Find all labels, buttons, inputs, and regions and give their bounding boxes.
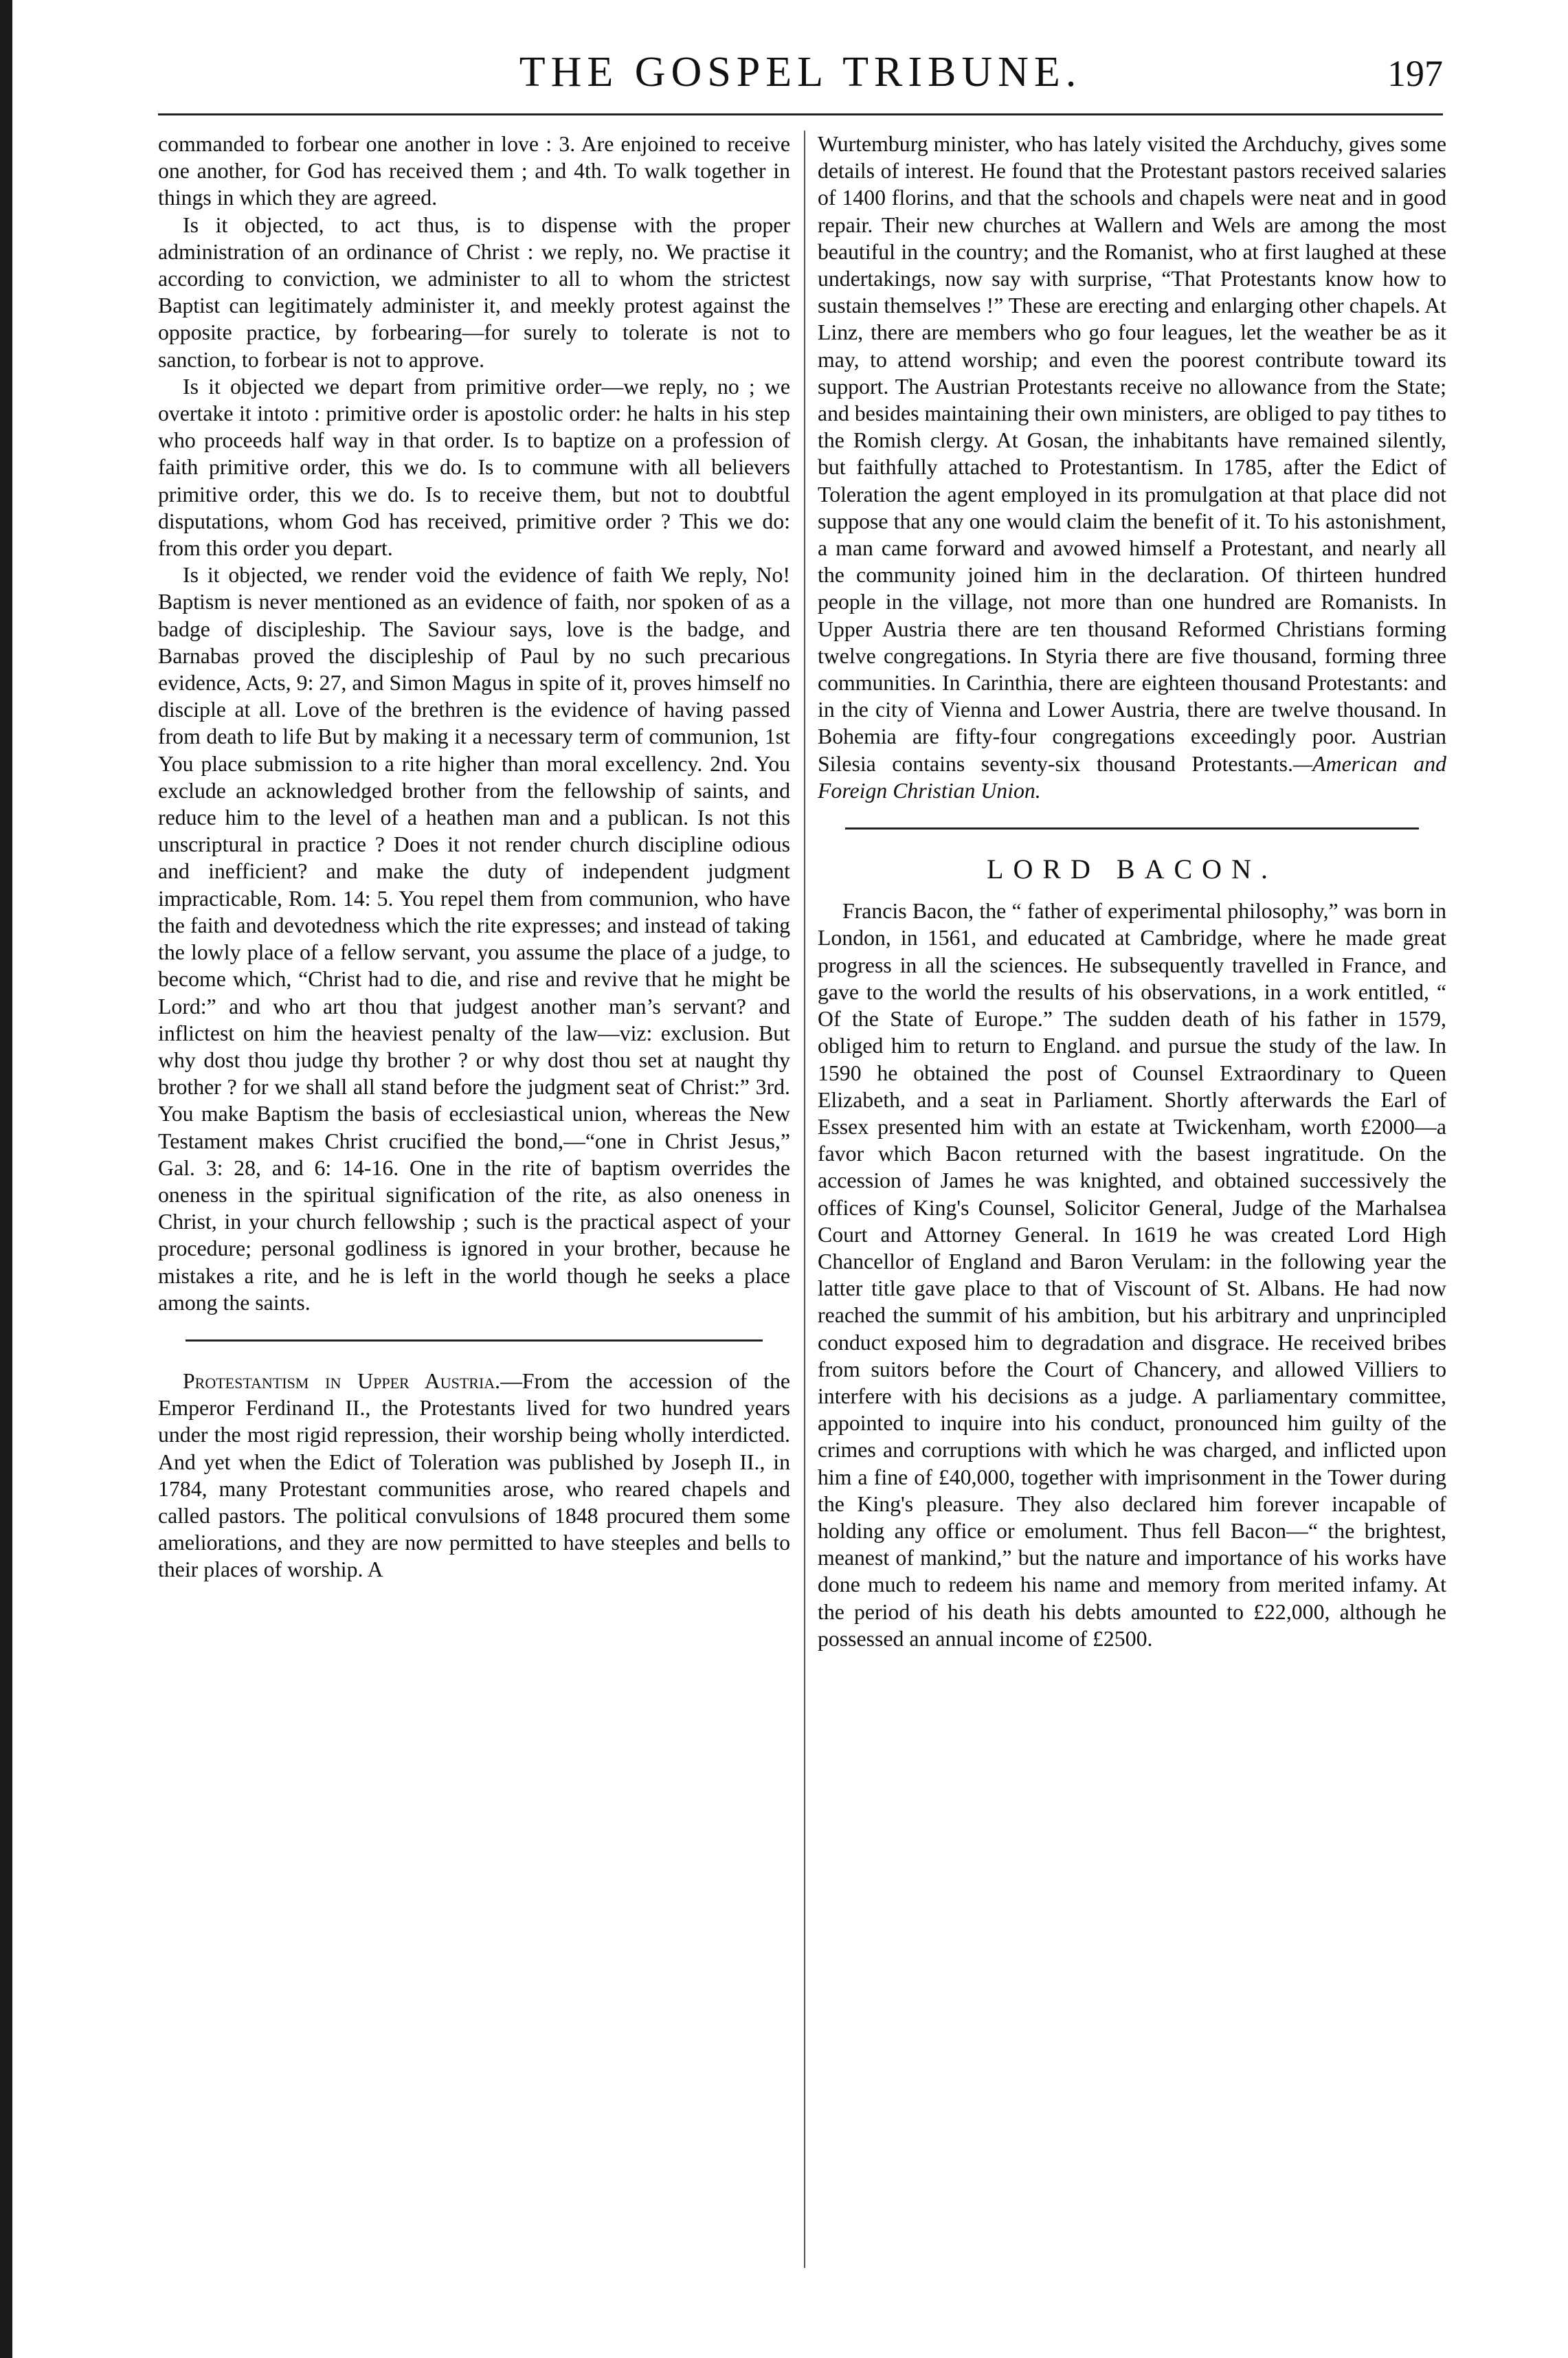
left-column: [158, 131, 790, 2302]
header-rule: [158, 113, 1443, 115]
continuation-paragraph: [818, 131, 1446, 804]
page-number: 197: [1387, 53, 1443, 94]
column-divider: [804, 131, 805, 2268]
running-title: THE GOSPEL TRIBUNE.: [519, 49, 1082, 96]
page-header: [158, 48, 1443, 117]
section-divider: [186, 1339, 763, 1342]
page-edge-shadow: [0, 0, 12, 2358]
article-text: —From the accession of the Emperor Ferdinand II., the Protestants lived for two hundred years under the most rigid repression, their worship being wholly interdicted. And yet when the Edict of Toleration was published by Joseph II., in 1784, many Protestant communities arose, who reared chapels and called pastors. The political convulsions of 1848 procured them some ameliorations, and they are now permitted to have steeples and bells to their places of worship. A: [158, 1368, 790, 1582]
article-paragraph: [158, 1368, 790, 1583]
paragraph: Is it objected we depart from primitive order—we reply, no ; we overtake it intoto : primitive order is apostolic order: he halts in his step who proceeds half way in that order. Is to baptize on a profession of faith primitive order, this we do. Is to commune with all believers primitive order, this we do. Is to receive them, but not to doubtful disputations, whom God has received, primitive order ? This we do: from this order you depart.: [158, 374, 790, 561]
article-heading: Protestantism in Upper Austria.: [183, 1368, 501, 1393]
right-column: [818, 131, 1446, 2302]
section-divider: [845, 827, 1419, 830]
continuation-source: —American and Foreign Christian Union.: [818, 751, 1446, 803]
bacon-paragraph: Francis Bacon, the “ father of experimental philosophy,” was born in London, in 1561, and educated at Cambridge, where he made great progress in all the sciences. He subsequently travelled in France, and gave to the world the results of his observations, in a work entitled, “ Of the State of Europe.” The sudden death of his father in 1579, obliged him to return to England. and pursue the study of the law. In 1590 he obtained the post of Counsel Extraordinary to Queen Elizabeth, and a seat in Parliament. Shortly afterwards the Earl of Essex presented him with an estate at Twickenham, worth £2000—a favor which Bacon returned with the basest ingratitude. On the accession of James he was knighted, and obtained successively the offices of King's Counsel, Solicitor General, Judge of the Marhalsea Court and Attorney General. In 1619 he was created Lord High Chancellor of England and Baron Verulam: in the following year the latter title gave place to that of Viscount of St. Albans. He had now reached the summit of his ambition, but his arbitrary and unprincipled conduct exposed him to degradation and disgrace. He received bribes from suitors before the Court of Chancery, and allowed Villiers to interfere with his decisions as a judge. A parliamentary committee, appointed to inquire into his conduct, pronounced him guilty of the crimes and corruptions with which he was charged, and inflicted upon him a fine of £40,000, together with imprisonment in the Tower during the King's pleasure. They also declared him forever incapable of holding any office or emolument. Thus fell Bacon—“ the brightest, meanest of mankind,” but the nature and importance of his works have done much to redeem his name and memory from merited infamy. At the period of his death his debts amounted to £22,000, although he possessed an annual income of £2500.: [818, 899, 1446, 1651]
paragraph: commanded to forbear one another in love : 3. Are enjoined to receive one another, for God has received them ; and 4th. To walk together in things in which they are agreed.: [158, 132, 790, 210]
paragraph: Is it objected, to act thus, is to dispense with the proper administration of an ordinance of Christ : we reply, no. We practise it according to conviction, we administer to all to whom the strictest Baptist can legitimately administer it, and meekly protest against the opposite practice, by forbearing—for surely to tolerate is not to sanction, to forbear is not to approve.: [158, 212, 790, 372]
section-title: LORD BACON.: [987, 854, 1277, 885]
continuation-text: Wurtemburg minister, who has lately visited the Archduchy, gives some details of interest. He found that the Protestant pastors received salaries of 1400 florins, and that the schools and chapels were neat and in good repair. Their new churches at Wallern and Wels are among the most beautiful in the country; and the Romanist, who at first laughed at these undertakings, now say with surprise, “That Protestants know how to sustain themselves !” These are erecting and enlarging other chapels. At Linz, there are members who go four leagues, let the weather be as it may, to attend worship; and even the poorest contribute toward its support. The Austrian Protestants receive no allowance from the State; and besides maintaining their own ministers, are obliged to pay tithes to the Romish clergy. At Gosan, the inhabitants have remained silently, but faithfully attached to Protestantism. In 1785, after the Edict of Toleration the agent employed in its promulgation at that place did not suppose that any one would claim the benefit of it. To his astonishment, a man came forward and avowed himself a Protestant, and nearly all the community joined him in the declaration. Of thirteen hundred people in the village, not more than one hundred are Romanists. In Upper Austria there are ten thousand Reformed Christians forming twelve congregations. In Styria there are five thousand, forming three communities. In Carinthia, there are eighteen thousand Protestants: and in the city of Vienna and Lower Austria, there are twelve thousand. In Bohemia are fifty-four congregations exceedingly poor. Austrian Silesia contains seventy-six thousand Protestants.: [818, 132, 1446, 776]
paragraph: Is it objected, we render void the evidence of faith We reply, No! Baptism is never mentioned as an evidence of faith, nor spoken of as a badge of discipleship. The Saviour says, love is the badge, and Barnabas proved the discipleship of Paul by no such precarious evidence, Acts, 9: 27, and Simon Magus in spite of it, proves himself no disciple at all. Love of the brethren is the evidence of having passed from death to life But by making it a necessary term of communion, 1st You place submission to a rite higher than moral excellency. 2nd. You exclude an acknowledged brother from the fellowship of saints, and reduce him to the level of a heathen man and a publican. Is not this unscriptural in practice ? Does it not render church discipline odious and inefficient? and make the duty of independent judgment impracticable, Rom. 14: 5. You repel them from communion, who have the faith and devotedness which the rite expresses; and instead of taking the lowly place of a fellow servant, you assume the place of a judge, to become which, “Christ had to die, and rise and revive that he might be Lord:” and who art thou that judgest another man’s servant? and inflictest on him the heaviest penalty of the law—viz: exclusion. But why dost thou judge thy brother ? or why dost thou set at naught thy brother ? for we shall all stand before the judgment seat of Christ:” 3rd. You make Baptism the basis of ecclesiastical union, whereas the New Testament makes Christ crucified the bond,—“one in Christ Jesus,” Gal. 3: 28, and 6: 14-16. One in the rite of baptism overrides the oneness in the spiritual signification of the rite, as also oneness in Christ, in your church fellowship ; such is the practical aspect of your procedure; personal godliness is ignored in your brother, because he mistakes a rite, and he is left in the world though he seeks a place among the saints.: [158, 563, 790, 1315]
